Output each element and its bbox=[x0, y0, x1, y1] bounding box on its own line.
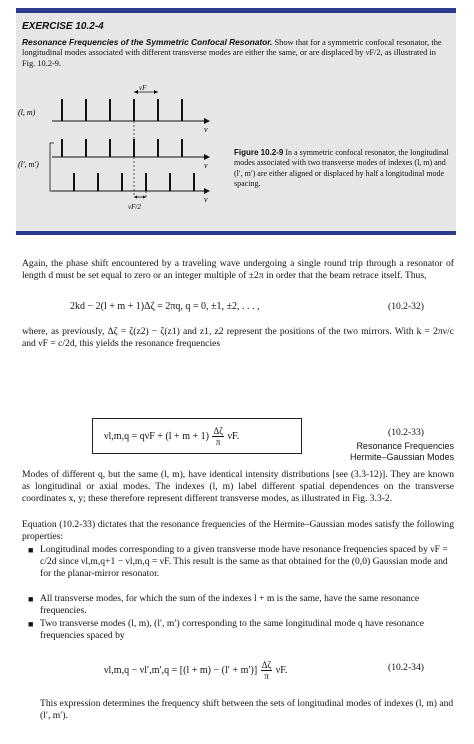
label-bottom: (l′, m′) bbox=[18, 160, 39, 169]
equation-number-34: (10.2-34) bbox=[388, 662, 424, 673]
bullet-item-2: All transverse modes, for which the sum of the indexes l + m is the same, have the same resonance frequencies. bbox=[40, 593, 420, 617]
top-mode-lines bbox=[62, 99, 182, 121]
half-spacing-label: νF/2 bbox=[128, 203, 141, 211]
paragraph-2: where, as previously, Δζ = ζ(z2) − ζ(z1) and z1, z2 represent the positions of the two mirrors. With k = 2πν/c and νF = c/2d, this yields the resonance frequencies bbox=[22, 326, 454, 350]
paragraph-4: Equation (10.2-33) dictates that the resonance frequencies of the Hermite–Gaussian modes satisfy the following properties: bbox=[22, 519, 454, 543]
label-top: (l, m) bbox=[18, 108, 36, 117]
equation-10-2-34 bbox=[104, 660, 288, 681]
equation-label-1: Resonance Frequencies bbox=[356, 441, 454, 451]
axis-top-nu: ν bbox=[204, 125, 208, 134]
figure-caption bbox=[234, 148, 452, 189]
bullet-item-1: Longitudinal modes corresponding to a given transverse mode have resonance frequencies spaced by νF = c/2d since νl,m,q+1 − νl,m,q = νF. This result is the same as that obtained for the (0,0) Gaussian mode and for the planar-mirror resonator. bbox=[40, 544, 448, 580]
paragraph-3: Modes of different q, but the same (l, m), have identical intensity distributions [see (3.3-12)]. They are known as longitudinal or axial modes. The indexes (l, m) label different spatial dependences on the transverse coordinates x, y; these therefore represent different transverse modes, as illustrated in Fig. 3.3-2. bbox=[22, 469, 454, 505]
paragraph-1: Again, the phase shift encountered by a traveling wave undergoing a single round trip through a resonator of length d must be set equal to zero or an integer multiple of ±2π in order that the beam retrace itself. Thus, bbox=[22, 258, 454, 282]
exercise-heading: Resonance Frequencies of the Symmetric Confocal Resonator. bbox=[22, 37, 273, 47]
eq33-fraction bbox=[212, 426, 224, 447]
equation-number-32: (10.2-32) bbox=[388, 301, 424, 312]
axis-mid-nu: ν bbox=[204, 161, 208, 170]
eq34-numerator: Δζ bbox=[261, 660, 272, 670]
exercise-text bbox=[22, 37, 450, 69]
eq33-denominator: π bbox=[215, 437, 221, 447]
mid-mode-lines bbox=[62, 139, 182, 157]
eq34-rhs: νF. bbox=[275, 664, 288, 676]
caption-text: In a symmetric confocal resonator, the longitudinal modes associated with two transverse modes of indexes (l, m) and (l′, m′) are either aligned or displaced by half a longitudinal mode spacing. bbox=[234, 148, 449, 188]
bullet-item-3: Two transverse modes (l, m), (l′, m′) corresponding to the same longitudinal mode q have resonance frequencies spaced by bbox=[40, 618, 424, 642]
exercise-title: EXERCISE 10.2-4 bbox=[22, 21, 104, 32]
eq34-lhs: νl,m,q − νl′,m′,q = [(l + m) − (l′ + m′)] bbox=[104, 664, 258, 676]
equation-label-2: Hermite–Gaussian Modes bbox=[349, 452, 454, 462]
bullet-marker-1: ■ bbox=[28, 545, 34, 555]
eq33-numerator: Δζ bbox=[213, 426, 223, 436]
exercise-box bbox=[16, 8, 456, 235]
eq34-denominator: π bbox=[264, 671, 269, 681]
bracket bbox=[50, 143, 54, 191]
eq34-fraction bbox=[261, 660, 273, 681]
bullet-marker-2: ■ bbox=[28, 594, 34, 604]
axis-bottom-nu: ν bbox=[204, 195, 208, 204]
bullet-marker-3: ■ bbox=[28, 619, 34, 629]
exercise-body: Show that for a symmetric confocal resonator, the longitudinal modes associated with different transverse modes are either the same, or are displaced by νF/2, as illustrated in Fig. 10.2-9. bbox=[22, 38, 442, 68]
caption-label: Figure 10.2-9 bbox=[234, 148, 284, 157]
eq33-rhs: νF. bbox=[227, 430, 240, 442]
spacing-label: νF bbox=[139, 85, 147, 92]
eq33-lhs: νl,m,q = qνF + (l + m + 1) bbox=[104, 430, 209, 442]
mode-spacing-figure bbox=[16, 85, 226, 215]
axis-top-arrow bbox=[204, 118, 210, 124]
paragraph-5: This expression determines the frequency shift between the sets of longitudinal modes of indexes (l, m) and (l′, m′). bbox=[40, 698, 454, 722]
equation-10-2-32: 2kd − 2(l + m + 1)Δζ = 2πq, q = 0, ±1, ±2, . . . , bbox=[70, 301, 260, 312]
equation-10-2-33 bbox=[104, 426, 239, 447]
equation-number-33: (10.2-33) bbox=[388, 427, 424, 438]
